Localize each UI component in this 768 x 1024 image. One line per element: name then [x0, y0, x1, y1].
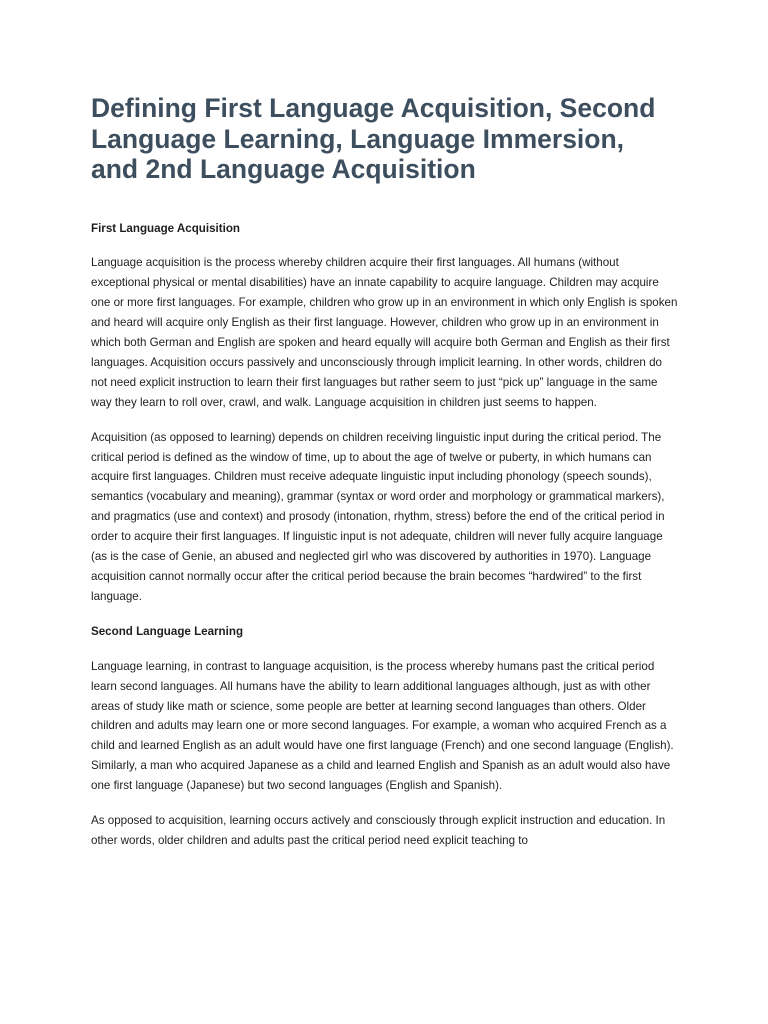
paragraph: As opposed to acquisition, learning occurs actively and consciously through explicit instruction and education. In other words, older children and adults past the critical period need explicit teaching to — [91, 814, 666, 847]
section-heading: Second Language Learning — [91, 624, 244, 638]
section-heading: First Language Acquisition — [91, 221, 241, 235]
paragraph: Language learning, in contrast to language acquisition, is the process whereby humans past the critical period learn second languages. All humans have the ability to learn additional languages although, just as with other areas of study like math or science, some people are better at learning second languages than others. Older children and adults may learn one or more second languages. For example, a woman who acquired French as a child and learned English as an adult would have one first language (French) and one second language (English). Similarly, a man who acquired Japanese as a child and learned English and Spanish as an adult would also have one first language (Japanese) but two second languages (English and Spanish). — [91, 659, 674, 793]
section-first-language-acquisition — [91, 219, 678, 607]
section-second-language-learning — [91, 622, 678, 851]
document-title: Defining First Language Acquisition, Second Language Learning, Language Immersion, and 2nd Language Acquisition — [91, 93, 656, 184]
paragraph: Language acquisition is the process whereby children acquire their first languages. All humans (without exceptional physical or mental disabilities) have an innate capability to acquire language. Children may acquire one or more first languages. For example, children who grow up in an environment in which only English is spoken and heard will acquire only English as their first language. However, children who grow up in an environment in which both German and English are spoken and heard equally will acquire both German and English as their first languages. Acquisition occurs passively and unconsciously through implicit learning. In other words, children do not need explicit instruction to learn their first languages but rather seem to just “pick up” language in the same way they learn to roll over, crawl, and walk. Language acquisition in children just seems to happen. — [91, 256, 678, 409]
paragraph: Acquisition (as opposed to learning) depends on children receiving linguistic input during the critical period. The critical period is defined as the window of time, up to about the age of twelve or puberty, in which humans can acquire first languages. Children must receive adequate linguistic input including phonology (speech sounds), semantics (vocabulary and meaning), grammar (syntax or word order and morphology or grammatical markers), and pragmatics (use and context) and prosody (intonation, rhythm, stress) before the end of the critical period in order to acquire their first languages. If linguistic input is not adequate, children will never fully acquire language (as is the case of Genie, an abused and neglected girl who was discovered by authorities in 1970). Language acquisition cannot normally occur after the critical period because the brain becomes “hardwired” to the first language. — [91, 430, 665, 603]
